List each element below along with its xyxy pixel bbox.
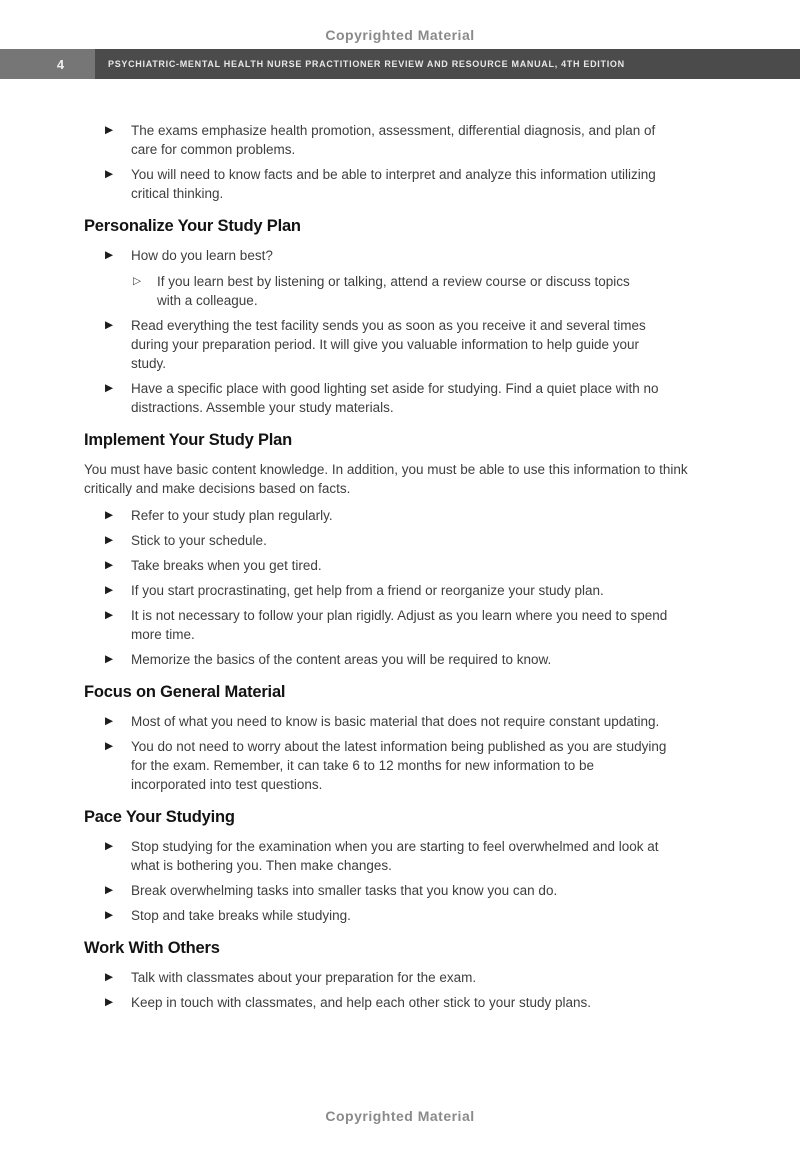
bullet-triangle-icon: ▶ <box>105 382 114 394</box>
section-heading: Personalize Your Study Plan <box>84 217 301 235</box>
section-bullets <box>84 246 688 417</box>
list-item <box>84 121 688 159</box>
bullet-content <box>131 581 688 600</box>
intro-bullets <box>84 121 688 203</box>
sections <box>84 217 688 1012</box>
running-header-bar <box>0 49 800 79</box>
bullet-triangle-icon: ▶ <box>105 534 114 546</box>
bullet-text: Talk with classmates about your preparation for the exam. <box>131 970 477 985</box>
list-item <box>84 165 688 203</box>
bullet-text: Refer to your study plan regularly. <box>131 508 333 523</box>
list-item <box>84 993 688 1012</box>
section-heading: Implement Your Study Plan <box>84 431 293 449</box>
copyright-stamp-bottom: Copyrighted Material <box>325 1108 475 1124</box>
sub-bullets <box>131 272 688 310</box>
bullet-triangle-icon: ▶ <box>105 653 114 665</box>
list-item <box>84 712 688 731</box>
bullet-triangle-icon: ▶ <box>105 559 114 571</box>
document-section <box>84 217 688 417</box>
section-bullets <box>84 837 688 925</box>
bullet-triangle-icon: ▶ <box>105 715 114 727</box>
bullet-triangle-icon: ▶ <box>105 971 114 983</box>
bullet-content <box>131 121 688 159</box>
bullet-triangle-icon: ▶ <box>105 124 114 136</box>
list-item <box>84 506 688 525</box>
section-bullets <box>84 968 688 1012</box>
bullet-text: Stop and take breaks while studying. <box>131 908 351 923</box>
document-section <box>84 808 688 925</box>
list-item <box>84 650 688 669</box>
bullet-triangle-icon: ▶ <box>105 168 114 180</box>
bullet-content <box>131 906 688 925</box>
bullet-content <box>131 316 688 373</box>
page-number: 4 <box>0 49 95 79</box>
bullet-content <box>131 556 688 575</box>
bullet-content <box>131 606 688 644</box>
list-item <box>84 246 688 310</box>
bullet-text: Have a specific place with good lighting set aside for studying. Find a quiet place with no distractions. Assemble your study materials. <box>131 381 659 415</box>
bullet-triangle-icon: ▶ <box>105 319 114 331</box>
bullet-text: Memorize the basics of the content areas you will be required to know. <box>131 652 552 667</box>
bullet-content <box>131 881 688 900</box>
bullet-content <box>131 737 688 794</box>
document-section <box>84 939 688 1012</box>
sub-bullet-triangle-icon: ▷ <box>133 275 142 287</box>
list-item <box>84 556 688 575</box>
list-item <box>84 906 688 925</box>
bullet-content <box>131 968 688 987</box>
document-section <box>84 683 688 794</box>
bullet-text: It is not necessary to follow your plan rigidly. Adjust as you learn where you need to spend more time. <box>131 608 668 642</box>
bullet-text: Read everything the test facility sends you as soon as you receive it and several times during your preparation period. It will give you valuable information to help guide your study. <box>131 318 646 371</box>
bullet-content <box>131 506 688 525</box>
bullet-text: Break overwhelming tasks into smaller tasks that you know you can do. <box>131 883 558 898</box>
section-heading: Pace Your Studying <box>84 808 235 826</box>
bullet-content <box>131 531 688 550</box>
bullet-text: You do not need to worry about the latest information being published as you are studying for the exam. Remember, it can take 6 to 12 months for new information to be incorporated into test questions. <box>131 739 667 792</box>
list-item <box>84 581 688 600</box>
bullet-content <box>131 650 688 669</box>
bullet-content <box>131 379 688 417</box>
bullet-triangle-icon: ▶ <box>105 996 114 1008</box>
bullet-content <box>131 246 688 310</box>
bullet-text: How do you learn best? <box>131 248 273 263</box>
bullet-triangle-icon: ▶ <box>105 249 114 261</box>
bullet-text: The exams emphasize health promotion, assessment, differential diagnosis, and plan of care for common problems. <box>131 123 656 157</box>
section-heading: Focus on General Material <box>84 683 286 701</box>
bullet-triangle-icon: ▶ <box>105 509 114 521</box>
bullet-text: Take breaks when you get tired. <box>131 558 322 573</box>
running-title: PSYCHIATRIC-MENTAL HEALTH NURSE PRACTITIONER REVIEW AND RESOURCE MANUAL, 4TH EDITION <box>108 59 625 69</box>
list-item <box>84 737 688 794</box>
sub-list-item <box>131 272 688 310</box>
bullet-triangle-icon: ▶ <box>105 584 114 596</box>
bullet-text: Most of what you need to know is basic material that does not require constant updating. <box>131 714 660 729</box>
bullet-content <box>131 165 688 203</box>
document-section <box>84 431 688 669</box>
list-item <box>84 316 688 373</box>
list-item <box>84 379 688 417</box>
section-heading: Work With Others <box>84 939 220 957</box>
list-item <box>84 968 688 987</box>
bullet-content <box>131 712 688 731</box>
copyright-stamp-top: Copyrighted Material <box>325 27 475 43</box>
section-bullets <box>84 506 688 669</box>
bullet-triangle-icon: ▶ <box>105 609 114 621</box>
bullet-content <box>131 837 688 875</box>
section-bullets <box>84 712 688 794</box>
bullet-triangle-icon: ▶ <box>105 884 114 896</box>
bullet-triangle-icon: ▶ <box>105 840 114 852</box>
bullet-text: Stop studying for the examination when you are starting to feel overwhelmed and look at what is bothering you. Then make changes. <box>131 839 659 873</box>
bullet-text: If you start procrastinating, get help from a friend or reorganize your study plan. <box>131 583 604 598</box>
bullet-text: You will need to know facts and be able to interpret and analyze this information utilizing critical thinking. <box>131 167 656 201</box>
list-item <box>84 881 688 900</box>
list-item <box>84 837 688 875</box>
section-paragraph: You must have basic content knowledge. In addition, you must be able to use this information to think critically and make decisions based on facts. <box>84 462 688 496</box>
bullet-text: Stick to your schedule. <box>131 533 267 548</box>
list-item <box>84 606 688 644</box>
list-item <box>84 531 688 550</box>
bullet-triangle-icon: ▶ <box>105 740 114 752</box>
sub-bullet-text: If you learn best by listening or talking, attend a review course or discuss topics with a colleague. <box>157 274 630 308</box>
bullet-text: Keep in touch with classmates, and help each other stick to your study plans. <box>131 995 592 1010</box>
page-content <box>84 121 688 1018</box>
bullet-content <box>131 993 688 1012</box>
bullet-triangle-icon: ▶ <box>105 909 114 921</box>
